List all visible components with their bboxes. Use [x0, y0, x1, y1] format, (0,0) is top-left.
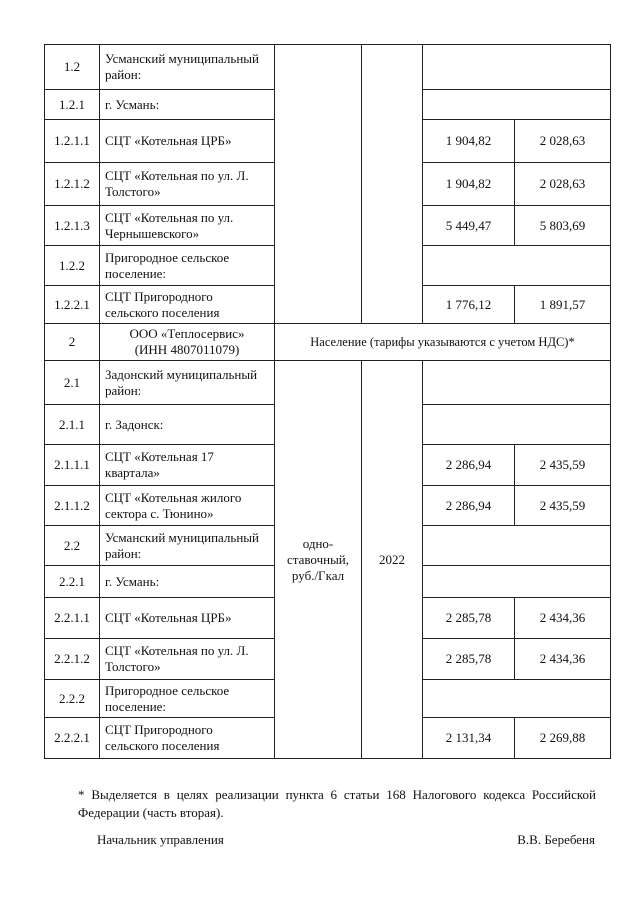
- row-number: 2.1.1: [45, 405, 100, 445]
- tariff-value-1: 1 904,82: [423, 120, 515, 163]
- row-number: 1.2.2.1: [45, 286, 100, 324]
- tariff-value-empty: [423, 526, 611, 566]
- row-number: 2.2.1.2: [45, 639, 100, 680]
- tariff-value-empty: [423, 361, 611, 405]
- rate-type-cell: [275, 361, 362, 759]
- row-name: Усманский муниципальный район:: [100, 526, 275, 566]
- tariff-value-2: 2 434,36: [515, 598, 611, 639]
- row-name: г. Усмань:: [100, 566, 275, 598]
- row-name: СЦТ «Котельная 17 квартала»: [100, 445, 275, 486]
- tariff-value-1: 2 285,78: [423, 639, 515, 680]
- rate-type-text: руб./Гкал: [291, 567, 345, 583]
- blank-cell: [275, 45, 362, 324]
- tariff-value-2: 2 028,63: [515, 120, 611, 163]
- tariff-value-1: 2 286,94: [423, 445, 515, 486]
- row-name: СЦТ «Котельная ЦРБ»: [100, 598, 275, 639]
- table-row: [45, 324, 611, 361]
- tariff-value-empty: [423, 90, 611, 120]
- blank-cell: [362, 45, 423, 324]
- row-number: 2.1.1.2: [45, 486, 100, 526]
- tariff-value-1: 1 904,82: [423, 163, 515, 206]
- tariff-value-1: 2 131,34: [423, 718, 515, 759]
- table-row: [45, 45, 611, 90]
- row-number: 1.2.2: [45, 246, 100, 286]
- tariff-value-empty: [423, 680, 611, 718]
- tariff-value-empty: [423, 246, 611, 286]
- tariff-value-1: 1 776,12: [423, 286, 515, 324]
- row-name: СЦТ Пригородного сельского поселения: [100, 286, 275, 324]
- row-number: 1.2.1.1: [45, 120, 100, 163]
- tariff-value-2: 2 028,63: [515, 163, 611, 206]
- row-name: Усманский муниципальный район:: [100, 45, 275, 90]
- signature-position: Начальник управления: [97, 832, 224, 847]
- row-name: Пригородное сельское поселение:: [100, 246, 275, 286]
- tariff-value-empty: [423, 405, 611, 445]
- row-number: 2.2.2: [45, 680, 100, 718]
- row-number: 2.2.1: [45, 566, 100, 598]
- table-row: [45, 361, 611, 405]
- tariff-value-2: 1 891,57: [515, 286, 611, 324]
- organisation-title: ООО «Теплосервис»: [129, 326, 245, 341]
- signature-name: В.В. Беребеня: [517, 832, 595, 847]
- row-name: СЦТ «Котельная жилого сектора с. Тюнино»: [100, 486, 275, 526]
- row-name: СЦТ «Котельная по ул. Чернышевского»: [100, 206, 275, 246]
- row-number: 1.2: [45, 45, 100, 90]
- tariff-value-2: 5 803,69: [515, 206, 611, 246]
- organisation-name: [100, 324, 275, 361]
- tariff-value-1: 2 286,94: [423, 486, 515, 526]
- row-name: Пригородное сельское поселение:: [100, 680, 275, 718]
- tariff-value-2: 2 435,59: [515, 486, 611, 526]
- year-cell: 2022: [362, 361, 423, 759]
- tariff-value-1: 5 449,47: [423, 206, 515, 246]
- tariff-value-empty: [423, 566, 611, 598]
- tariff-value-2: 2 435,59: [515, 445, 611, 486]
- footnote: * Выделяется в целях реализации пункта 6 статьи 168 Налогового кодекса Российской Федерации (часть вторая).: [78, 787, 596, 820]
- tariff-value-2: 2 434,36: [515, 639, 611, 680]
- row-number: 1.2.1: [45, 90, 100, 120]
- row-number: 2.1: [45, 361, 100, 405]
- row-name: СЦТ «Котельная по ул. Л. Толстого»: [100, 639, 275, 680]
- row-name: СЦТ «Котельная ЦРБ»: [100, 120, 275, 163]
- tariff-value-empty: [423, 45, 611, 90]
- tariff-table: [44, 44, 611, 759]
- row-name: СЦТ «Котельная по ул. Л. Толстого»: [100, 163, 275, 206]
- rate-type-text: одно-: [302, 535, 334, 551]
- row-name: г. Усмань:: [100, 90, 275, 120]
- row-number: 2.2.2.1: [45, 718, 100, 759]
- tariff-value-2: 2 269,88: [515, 718, 611, 759]
- row-number: 1.2.1.2: [45, 163, 100, 206]
- population-header: Население (тарифы указываются с учетом НДС)*: [275, 324, 611, 361]
- row-number: 2.2.1.1: [45, 598, 100, 639]
- row-name: Задонский муниципальный район:: [100, 361, 275, 405]
- rate-type-text: ставочный,: [286, 551, 350, 567]
- row-number: 2.2: [45, 526, 100, 566]
- row-number: 1.2.1.3: [45, 206, 100, 246]
- row-number: 2.1.1.1: [45, 445, 100, 486]
- row-name: СЦТ Пригородного сельского поселения: [100, 718, 275, 759]
- organisation-inn: (ИНН 4807011079): [134, 342, 240, 357]
- row-name: г. Задонск:: [100, 405, 275, 445]
- tariff-value-1: 2 285,78: [423, 598, 515, 639]
- row-number: 2: [45, 324, 100, 361]
